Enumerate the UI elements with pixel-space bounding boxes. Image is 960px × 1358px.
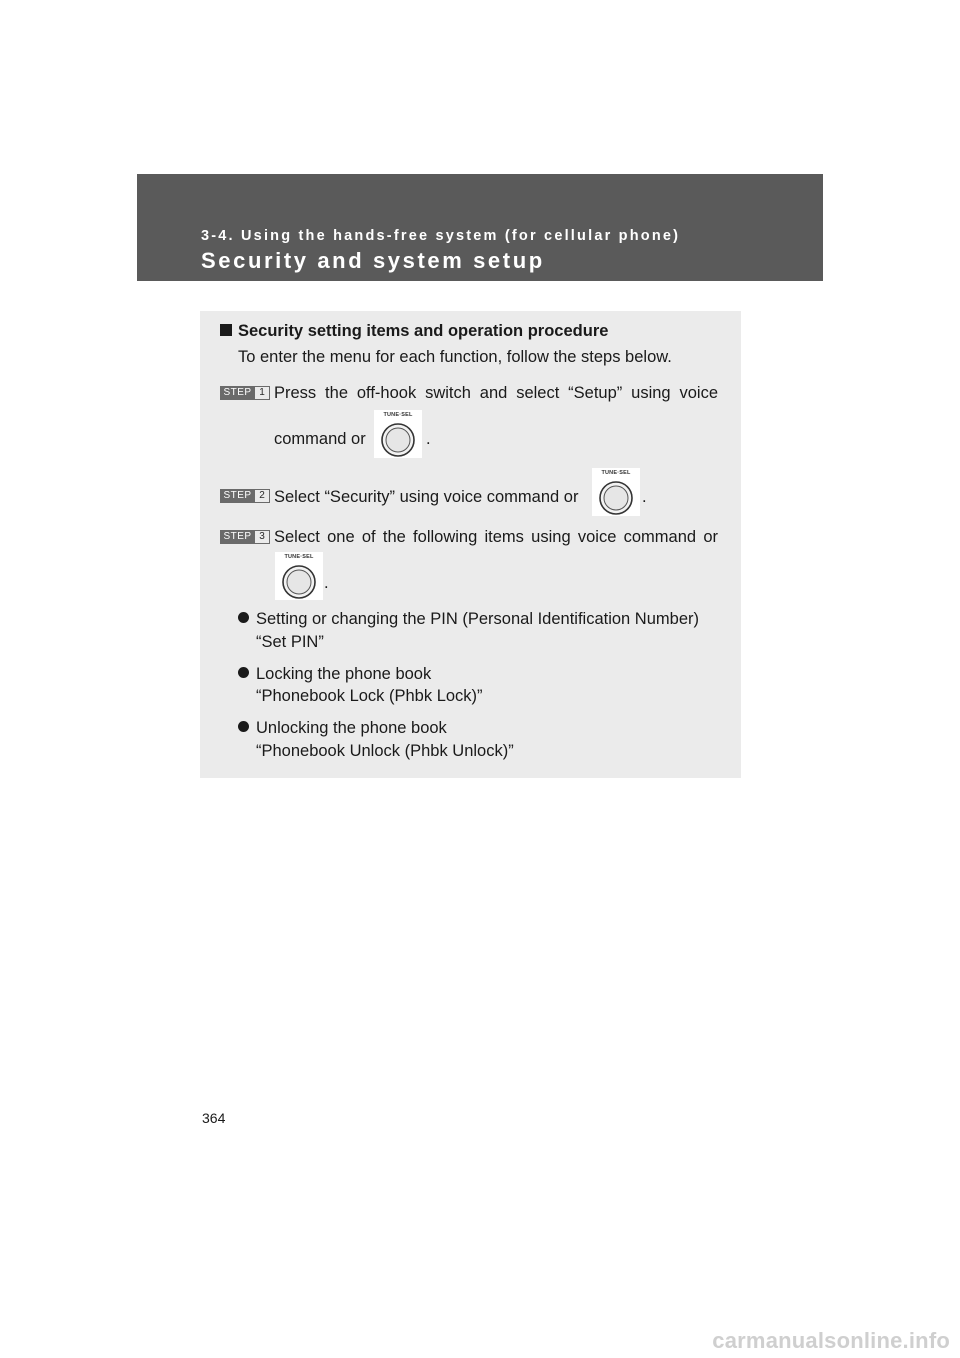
step-1-period: . <box>426 430 431 448</box>
step-2-text: Select “Security” using voice command or <box>274 488 579 506</box>
list-item-value: “Set PIN” <box>256 633 324 651</box>
list-item-value: “Phonebook Unlock (Phbk Unlock)” <box>256 742 514 760</box>
bullet-icon <box>238 612 249 623</box>
square-bullet-icon <box>220 324 232 336</box>
section-header <box>137 174 823 281</box>
panel-intro: To enter the menu for each function, follow the steps below. <box>238 348 672 366</box>
list-item: Setting or changing the PIN (Personal Identification Number) <box>238 609 699 629</box>
page-number: 364 <box>202 1110 226 1126</box>
bullet-icon <box>238 721 249 732</box>
step-2-period: . <box>642 488 647 506</box>
procedure-panel <box>200 311 741 778</box>
tune-sel-dial-icon: TUNE·SEL <box>374 410 422 458</box>
step-1-badge: STEP 1 <box>220 386 270 400</box>
panel-heading: Security setting items and operation procedure <box>220 321 608 341</box>
step-3-badge: STEP 3 <box>220 530 270 544</box>
step-1-text-cont: command or <box>274 430 366 448</box>
step-1-text: Press the off-hook switch and select “Setup” using voice <box>274 384 718 402</box>
section-title: 3-4. Using the hands-free system (for cellular phone) <box>201 228 681 244</box>
step-3-text: Select one of the following items using voice command or <box>274 528 718 546</box>
step-3-period: . <box>324 574 329 592</box>
step-2-badge: STEP 2 <box>220 489 270 503</box>
tune-sel-dial-icon: TUNE·SEL <box>275 552 323 600</box>
page-title: Security and system setup <box>201 248 545 273</box>
tune-sel-dial-icon: TUNE·SEL <box>592 468 640 516</box>
list-item: Unlocking the phone book <box>238 718 447 738</box>
bullet-icon <box>238 667 249 678</box>
list-item: Locking the phone book <box>238 664 431 684</box>
list-item-value: “Phonebook Lock (Phbk Lock)” <box>256 687 483 705</box>
watermark: carmanualsonline.info <box>712 1328 950 1353</box>
